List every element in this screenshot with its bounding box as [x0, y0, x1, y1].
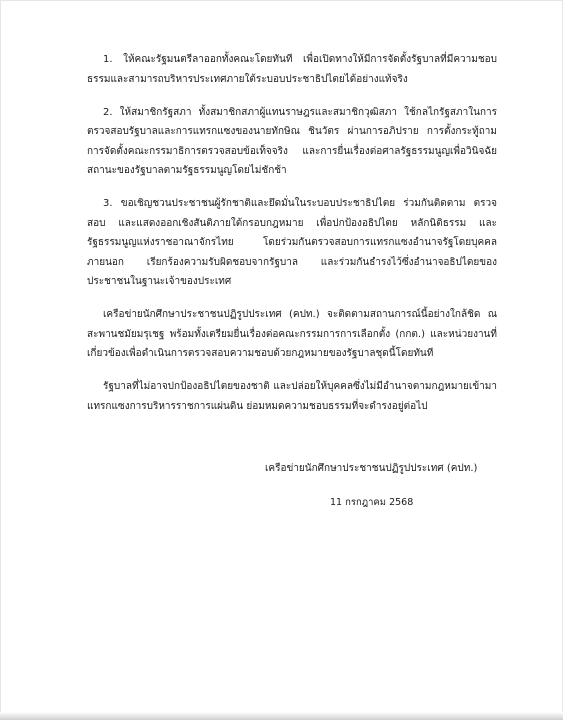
signature-organization: เครือข่ายนักศึกษาประชาชนปฏิรูปประเทศ (คปท.): [265, 463, 478, 474]
paragraph-demand-1: 1. ให้คณะรัฐมนตรีลาออกทั้งคณะโดยทันที เพื่อเปิดทางให้มีการจัดตั้งรัฐบาลที่มีความชอบธรรมและสามารถบริหารประเทศภายใต้ระบอบประชาธิปไตยได้อย่างแท้จริง: [87, 54, 497, 85]
paragraph-network-statement: เครือข่ายนักศึกษาประชาชนปฏิรูปประเทศ (คปท.) จะติดตามสถานการณ์นี้อย่างใกล้ชิด ณ สะพานชมัยมรุเชฐ พร้อมทั้งเตรียมยื่นเรื่องต่อคณะกรรมการการเลือกตั้ง (กกต.) และหน่วยงานที่เกี่ยวข้องเพื่อดำเนินการตรวจสอบความชอบด้วยกฎหมายของรัฐบาลชุดนี้โดยทันที: [87, 309, 497, 359]
signature-date: 11 กรกฎาคม 2568: [330, 497, 414, 508]
paragraph-demand-3: 3. ขอเชิญชวนประชาชนผู้รักชาติและยึดมั่นในระบอบประชาธิปไตย ร่วมกันติดตาม ตรวจสอบ และแสดงออกเชิงสันติภายใต้กรอบกฎหมาย เพื่อปกป้องอธิปไตย หลักนิติธรรม และรัฐธรรมนูญแห่งราชอาณาจักรไทย โดยร่วมกันตรวจสอบการแทรกแซงอำนาจรัฐโดยบุคคลภายนอก เรียกร้องความรับผิดชอบจากรัฐบาล และร่วมกันธำรงไว้ซึ่งอำนาจอธิปไตยของประชาชนในฐานะเจ้าของประเทศ: [87, 198, 497, 287]
document-body: [87, 50, 497, 430]
paragraph-closing: รัฐบาลที่ไม่อาจปกป้องอธิปไตยของชาติ และปล่อยให้บุคคลซึ่งไม่มีอำนาจตามกฎหมายเข้ามาแทรกแซงการบริหารราชการแผ่นดิน ย่อมหมดความชอบธรรมที่จะดำรงอยู่ต่อไป: [87, 381, 497, 412]
paragraph-demand-2: 2. ให้สมาชิกรัฐสภา ทั้งสมาชิกสภาผู้แทนราษฎรและสมาชิกวุฒิสภา ใช้กลไกรัฐสภาในการตรวจสอบรัฐบาลและการแทรกแซงของนายทักษิณ ชินวัตร ผ่านการอภิปราย การตั้งกระทู้ถาม การจัดตั้งคณะกรรมาธิการตรวจสอบข้อเท็จจริง และการยื่นเรื่องต่อศาลรัฐธรรมนูญเพื่อวินิจฉัยสถานะของรัฐบาลตามรัฐธรรมนูญโดยไม่ชักช้า: [87, 106, 497, 176]
